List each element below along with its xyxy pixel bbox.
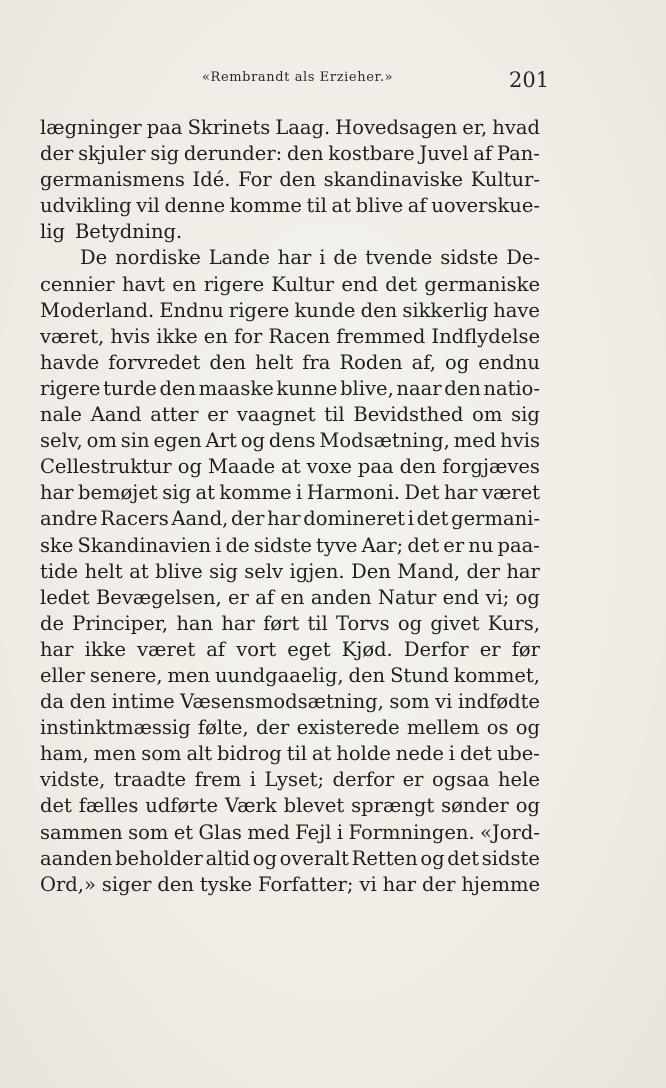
word: for xyxy=(233,324,263,348)
word: hvis xyxy=(500,429,540,453)
word: at xyxy=(311,742,332,766)
word: om xyxy=(86,429,117,453)
word: den xyxy=(348,663,386,687)
word: at xyxy=(281,455,301,479)
word: i xyxy=(448,742,456,766)
body-text xyxy=(40,115,540,898)
word: ført xyxy=(263,611,300,635)
word: vi xyxy=(435,690,453,714)
word: har xyxy=(40,637,74,661)
word: som xyxy=(141,742,182,766)
word: De- xyxy=(506,246,540,270)
word: har xyxy=(277,246,312,270)
word: end xyxy=(442,585,480,609)
word: men xyxy=(167,663,211,687)
word: om xyxy=(472,403,503,427)
word: en xyxy=(203,324,228,348)
word: og xyxy=(445,350,470,374)
word: med xyxy=(247,820,290,844)
word: uundgaaelig, xyxy=(215,663,344,687)
word: rigere xyxy=(228,298,290,322)
word: givet xyxy=(430,611,480,635)
word: i xyxy=(407,507,414,531)
word: ikke xyxy=(84,637,127,661)
word: Lande xyxy=(208,246,270,270)
word: af xyxy=(255,585,275,609)
word: anden xyxy=(310,585,372,609)
word: sig xyxy=(511,403,540,427)
word: fremmed xyxy=(336,324,426,348)
word: altid xyxy=(205,846,251,870)
word: paa xyxy=(146,116,183,139)
word: Kultur xyxy=(271,272,335,296)
word: udvikling xyxy=(40,194,132,218)
word: de xyxy=(40,611,65,635)
word: hele xyxy=(498,768,540,792)
word: der xyxy=(231,507,265,531)
word: ledet xyxy=(40,585,90,609)
word: dens xyxy=(268,429,316,453)
text-line xyxy=(40,820,540,846)
word: har xyxy=(382,872,417,896)
text-line xyxy=(40,454,540,480)
word: tide xyxy=(40,559,79,583)
text-line xyxy=(40,219,540,245)
word: Racers xyxy=(100,507,169,531)
word: igjen. xyxy=(289,559,345,583)
text-line xyxy=(40,193,540,219)
word: Maade xyxy=(207,455,276,479)
word: af xyxy=(407,194,427,218)
word: nordiske xyxy=(115,246,201,270)
word: har xyxy=(221,611,255,635)
word: hvis xyxy=(110,324,151,348)
text-line xyxy=(40,350,540,376)
word: har xyxy=(506,559,540,583)
word: endnu xyxy=(478,350,540,374)
word: den xyxy=(444,376,481,400)
word: beholder xyxy=(115,846,203,870)
word: vi; xyxy=(485,585,510,609)
word: turde xyxy=(103,376,157,400)
word: i xyxy=(295,481,303,505)
word: sprængt xyxy=(351,794,435,818)
word: holde xyxy=(336,742,391,766)
word: til xyxy=(306,194,327,218)
word: fra xyxy=(302,350,331,374)
word: de xyxy=(333,246,358,270)
word: er xyxy=(402,768,424,792)
word: Aand xyxy=(90,403,142,427)
word: en xyxy=(280,585,305,609)
word: helt xyxy=(255,350,294,374)
word: men xyxy=(93,742,137,766)
text-line xyxy=(40,559,540,585)
word: Torvs xyxy=(336,611,390,635)
word: instinktmæssig xyxy=(40,716,191,740)
word: sidste xyxy=(481,846,540,870)
word: Ord,» xyxy=(40,872,96,896)
text-line xyxy=(40,585,540,611)
word: Indflydelse xyxy=(431,324,540,348)
word: Væsensmodsætning, xyxy=(180,690,384,714)
word: ske xyxy=(40,533,74,557)
word: at xyxy=(195,481,215,505)
word: kunne xyxy=(276,376,338,400)
word: til xyxy=(324,403,345,427)
text-line xyxy=(40,402,540,428)
word: frem xyxy=(194,768,242,792)
word: lægninger xyxy=(40,116,142,139)
word: selv xyxy=(244,559,284,583)
word: i xyxy=(336,820,344,844)
word: Endnu xyxy=(159,298,224,322)
word: Mand, xyxy=(397,559,461,583)
word: indfødte xyxy=(457,690,540,714)
word: kostbare xyxy=(328,142,415,166)
word: aanden xyxy=(40,846,113,870)
word: han xyxy=(176,611,214,635)
word: traadte xyxy=(113,768,187,792)
text-line xyxy=(40,741,540,767)
word: tvende xyxy=(365,246,433,270)
word: paa xyxy=(357,455,394,479)
word: det xyxy=(416,507,449,531)
text-line xyxy=(40,245,540,271)
word: Bevidsthed xyxy=(353,403,464,427)
word: Laag. xyxy=(275,116,331,139)
word: tyve xyxy=(316,533,358,557)
word: vidste, xyxy=(40,768,106,792)
word: hvad xyxy=(492,116,540,139)
word: med xyxy=(453,429,497,453)
word: Cellestruktur xyxy=(40,455,172,479)
word: i xyxy=(319,246,326,270)
word: helt xyxy=(84,559,123,583)
word: som xyxy=(389,690,430,714)
word: alt xyxy=(186,742,213,766)
text-line xyxy=(40,663,540,689)
text-line xyxy=(40,376,540,402)
word: og xyxy=(252,846,277,870)
word: andre xyxy=(40,507,98,531)
word: er, xyxy=(462,116,488,139)
word: vort xyxy=(236,637,277,661)
word: bemøjet xyxy=(78,481,158,505)
word: af xyxy=(206,637,226,661)
word: og xyxy=(177,455,202,479)
word: Kurs, xyxy=(487,611,540,635)
word: sig xyxy=(150,142,180,166)
text-line xyxy=(40,689,540,715)
word: skjuler xyxy=(78,142,146,166)
word: den xyxy=(286,142,324,166)
text-line xyxy=(40,715,540,741)
word: ube- xyxy=(496,742,540,766)
word: sig xyxy=(162,481,191,505)
word: kunde xyxy=(294,298,356,322)
word: selv, xyxy=(40,429,83,453)
word: sig xyxy=(209,559,238,583)
word: Derfor xyxy=(403,637,469,661)
word: intime xyxy=(111,690,175,714)
word: blevet xyxy=(283,794,345,818)
text-line xyxy=(40,793,540,819)
word: da xyxy=(40,690,65,714)
word: Kultur- xyxy=(470,168,540,192)
word: Formningen. xyxy=(348,820,475,844)
word: i xyxy=(215,533,222,557)
word: egen xyxy=(153,429,202,453)
word: sidste xyxy=(440,246,499,270)
word: Skandinavien xyxy=(77,533,212,557)
word: Retten xyxy=(351,846,418,870)
word: have xyxy=(493,298,540,322)
word: Aand, xyxy=(171,507,229,531)
word: overalt xyxy=(279,846,349,870)
word: Principer, xyxy=(72,611,169,635)
word: sidste xyxy=(253,533,312,557)
word: har xyxy=(40,481,74,505)
word: derunder: xyxy=(183,142,283,166)
word: vi xyxy=(359,872,377,896)
word: Forfatter; xyxy=(258,872,354,896)
word: der xyxy=(422,872,456,896)
text-line xyxy=(40,298,540,324)
word: Det xyxy=(404,481,440,505)
word: bidrog xyxy=(217,742,282,766)
word: af, xyxy=(411,350,436,374)
text-line xyxy=(40,767,540,793)
word: og xyxy=(515,794,540,818)
word: sønder xyxy=(441,794,509,818)
word: Modsætning, xyxy=(319,429,450,453)
word: Roden xyxy=(339,350,403,374)
word: sin xyxy=(120,429,150,453)
word: og xyxy=(515,716,540,740)
word: er xyxy=(207,403,229,427)
word: Moderland. xyxy=(40,298,155,322)
word: som xyxy=(128,820,169,844)
word: været, xyxy=(40,324,105,348)
word: det xyxy=(459,742,492,766)
word: Hovedsagen xyxy=(335,116,458,139)
word: har xyxy=(267,507,301,531)
word: rigere xyxy=(40,376,101,400)
word: at xyxy=(129,559,149,583)
word: Kjød. xyxy=(341,637,393,661)
word: været xyxy=(137,637,196,661)
word: eget xyxy=(287,637,331,661)
word: af xyxy=(473,142,493,166)
word: denne xyxy=(164,194,226,218)
word: det xyxy=(385,272,418,296)
word: germanismens xyxy=(40,168,185,192)
word: sammen xyxy=(40,820,123,844)
word: Art xyxy=(205,429,237,453)
word: været xyxy=(481,481,540,505)
word: natio- xyxy=(483,376,540,400)
word: Glas xyxy=(198,820,242,844)
word: Harmoni. xyxy=(306,481,400,505)
word: mellem xyxy=(406,716,480,740)
word: nale xyxy=(40,403,82,427)
word: Pan- xyxy=(496,142,540,166)
word: komme xyxy=(219,481,292,505)
word: der xyxy=(40,142,74,166)
word: atter xyxy=(150,403,199,427)
word: udførte xyxy=(145,794,218,818)
word: den xyxy=(157,872,194,896)
word: lig xyxy=(40,220,65,244)
word: der xyxy=(466,559,500,583)
word: Stund xyxy=(390,663,449,687)
word: fælles xyxy=(78,794,139,818)
word: til xyxy=(286,742,308,766)
word: og xyxy=(240,429,265,453)
word: Idé. xyxy=(192,168,231,192)
text-line xyxy=(40,611,540,637)
word: maaske xyxy=(198,376,274,400)
word: det xyxy=(407,533,440,557)
word: hjemme xyxy=(461,872,540,896)
text-line xyxy=(40,533,540,559)
word: Aar; xyxy=(361,533,404,557)
text-line xyxy=(40,167,540,193)
word: sikkerlig xyxy=(402,298,489,322)
word: cennier xyxy=(40,272,115,296)
word: Værk xyxy=(224,794,277,818)
word: den xyxy=(69,690,107,714)
word: voxe xyxy=(306,455,352,479)
text-line xyxy=(40,846,540,872)
word: ikke xyxy=(156,324,198,348)
word: vil xyxy=(136,194,160,218)
word: existerede xyxy=(296,716,400,740)
word: havt xyxy=(121,272,166,296)
word: blive, xyxy=(340,376,394,400)
word: den xyxy=(159,376,197,400)
word: eller xyxy=(40,663,85,687)
word: derfor xyxy=(332,768,395,792)
word: germaniske xyxy=(424,272,540,296)
page-number: 201 xyxy=(509,68,550,92)
word: forgjæves xyxy=(442,455,540,479)
word: er xyxy=(443,533,465,557)
word: naar xyxy=(396,376,442,400)
word: senere, xyxy=(89,663,163,687)
word: os xyxy=(486,716,509,740)
word: end xyxy=(341,272,378,296)
word: og xyxy=(420,846,445,870)
word: Racen xyxy=(268,324,331,348)
word: rigere xyxy=(203,272,265,296)
word: har xyxy=(443,481,478,505)
text-line xyxy=(40,115,540,141)
word: nu xyxy=(468,533,494,557)
word: havde xyxy=(40,350,100,374)
word: ogsaa xyxy=(432,768,490,792)
text-line xyxy=(40,872,540,898)
word: «Jord- xyxy=(480,820,540,844)
text-line xyxy=(40,480,540,506)
word: er xyxy=(228,585,249,609)
word: til xyxy=(307,611,328,635)
word: en xyxy=(172,272,197,296)
word: siger xyxy=(101,872,152,896)
word: De xyxy=(80,246,108,270)
word: komme xyxy=(229,194,302,218)
word: den xyxy=(209,350,246,374)
word: skandinaviske xyxy=(323,168,464,192)
word: ham, xyxy=(40,742,89,766)
word: uoverskue- xyxy=(431,194,540,218)
word: blive xyxy=(155,559,203,583)
word: følte, xyxy=(197,716,249,740)
word: germani- xyxy=(451,507,540,531)
word: er xyxy=(479,637,501,661)
text-line xyxy=(40,506,540,532)
word: Natur xyxy=(377,585,437,609)
word: tyske xyxy=(199,872,253,896)
text-line xyxy=(40,637,540,663)
word: og xyxy=(397,611,423,635)
text-line xyxy=(40,324,540,350)
word: før xyxy=(511,637,540,661)
word: den xyxy=(279,168,316,192)
word: og xyxy=(515,585,540,609)
word: Bevægelsen, xyxy=(95,585,222,609)
running-title: «Rembrandt als Erzieher.» xyxy=(202,70,394,85)
word: der xyxy=(255,716,290,740)
word: kommet, xyxy=(453,663,540,687)
word: i xyxy=(249,768,256,792)
text-line xyxy=(40,141,540,167)
word: Lyset; xyxy=(264,768,325,792)
word: det xyxy=(40,794,72,818)
word: den xyxy=(399,455,437,479)
word: det xyxy=(447,846,480,870)
text-line xyxy=(40,272,540,298)
word: et xyxy=(173,820,194,844)
word: den xyxy=(360,298,398,322)
word: domineret xyxy=(303,507,406,531)
word: vaagnet xyxy=(236,403,316,427)
text-line xyxy=(40,428,540,454)
word: nede xyxy=(395,742,444,766)
word: Juvel xyxy=(419,142,469,166)
word: Betydning. xyxy=(74,220,183,244)
word: blive xyxy=(355,194,404,218)
word: forvredet xyxy=(108,350,201,374)
word: For xyxy=(238,168,272,192)
word: Skrinets xyxy=(187,116,271,139)
word: Den xyxy=(351,559,391,583)
word: de xyxy=(225,533,250,557)
word: at xyxy=(331,194,351,218)
word: Fejl xyxy=(295,820,332,844)
word: paa- xyxy=(497,533,540,557)
